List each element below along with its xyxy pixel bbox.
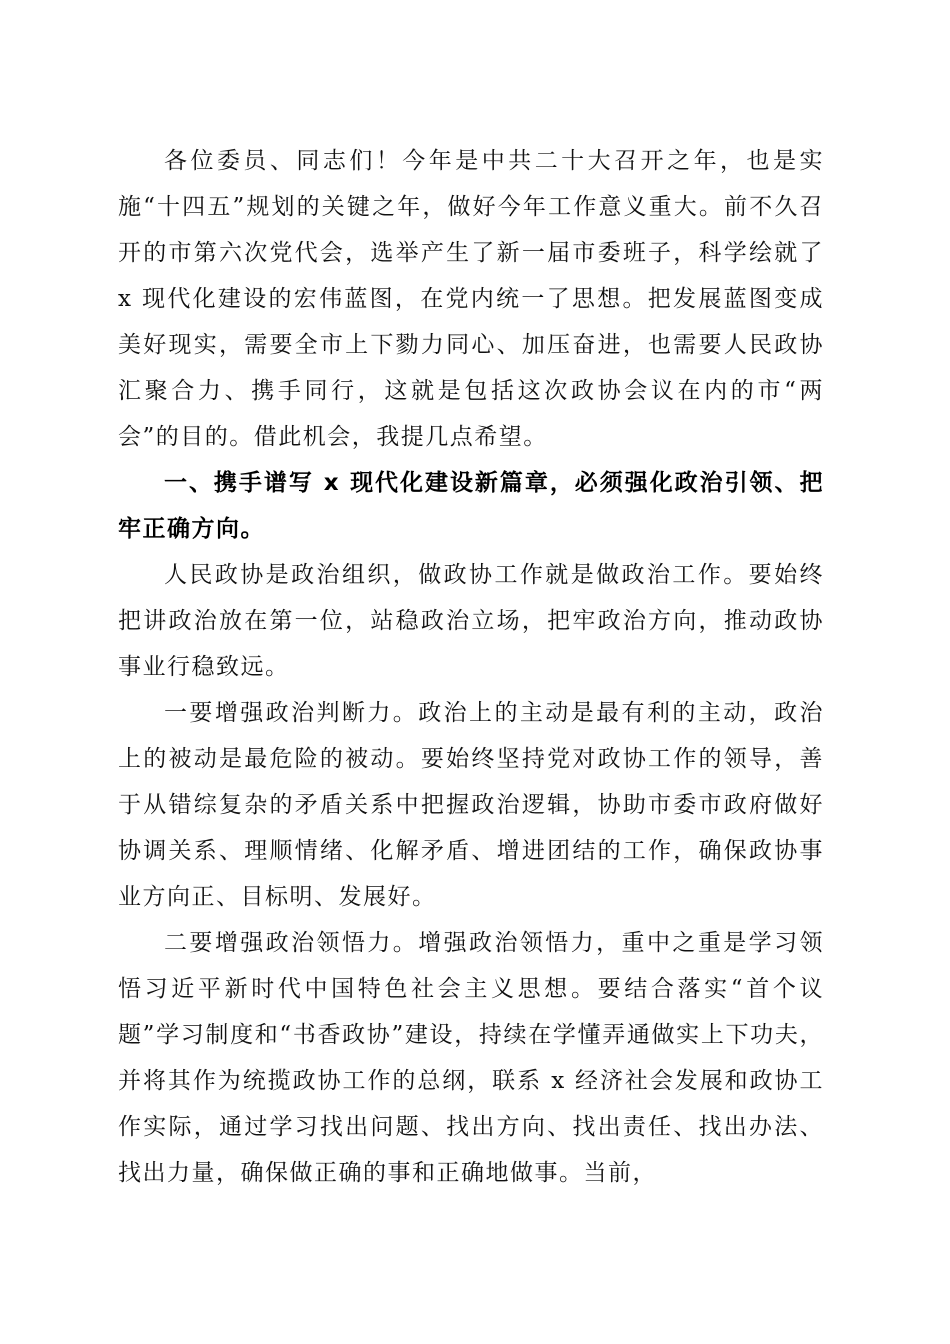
document-body: [118, 138, 824, 1196]
opening-paragraph: 各位委员、同志们！今年是中共二十大召开之年，也是实施“十四五”规划的关键之年，做好今年工作意义重大。前不久召开的市第六次党代会，选举产生了新一届市委班子，科学绘就了 x 现代化建设的宏伟蓝图，在党内统一了思想。把发展蓝图变成美好现实，需要全市上下勠力同心、加压奋进，也需要人民政协汇聚合力、携手同行，这就是包括这次政协会议在内的市“两会”的目的。借此机会，我提几点希望。: [118, 148, 824, 450]
section-intro-paragraph: 人民政协是政治组织，做政协工作就是做政治工作。要始终把讲政治放在第一位，站稳政治立场，把牢政治方向，推动政协事业行稳致远。: [118, 562, 824, 680]
section-heading-1: 一、携手谱写 x 现代化建设新篇章，必须强化政治引领、把牢正确方向。: [118, 470, 824, 542]
political-judgment-paragraph: 一要增强政治判断力。政治上的主动是最有利的主动，政治上的被动是最危险的被动。要始终坚持党对政协工作的领导，善于从错综复杂的矛盾关系中把握政治逻辑，协助市委市政府做好协调关系、理顺情绪、化解矛盾、增进团结的工作，确保政协事业方向正、目标明、发展好。: [118, 700, 824, 910]
political-understanding-paragraph: 二要增强政治领悟力。增强政治领悟力，重中之重是学习领悟习近平新时代中国特色社会主义思想。要结合落实“首个议题”学习制度和“书香政协”建设，持续在学懂弄通做实上下功夫，并将其作为统揽政协工作的总纲，联系 x 经济社会发展和政协工作实际，通过学习找出问题、找出方向、找出责任、找出办法、找出力量，确保做正确的事和正确地做事。当前，: [118, 930, 824, 1186]
